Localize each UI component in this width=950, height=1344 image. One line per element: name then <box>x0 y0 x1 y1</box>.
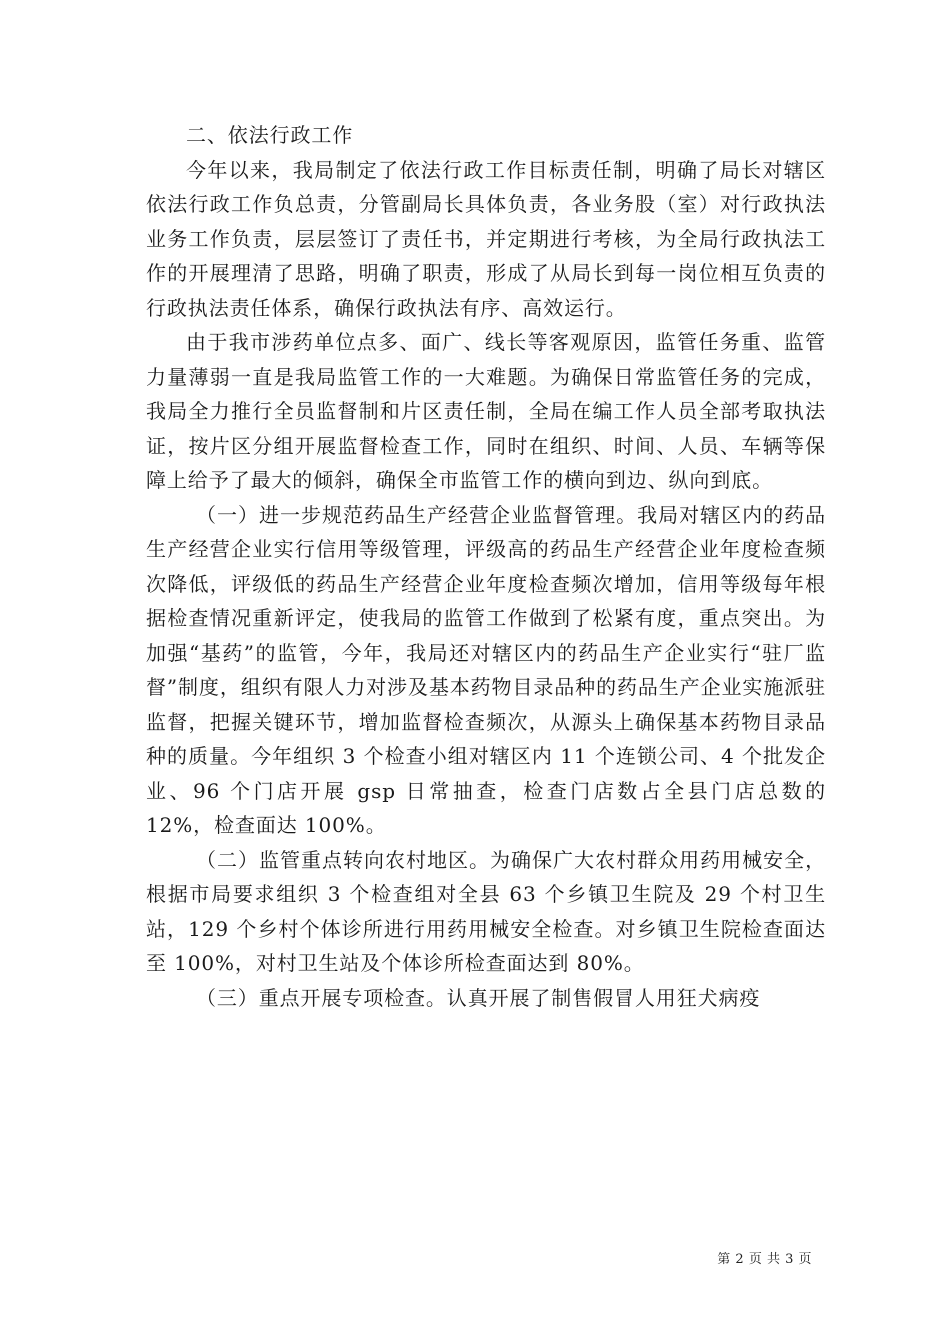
section-heading: 二、依法行政工作 <box>186 123 354 147</box>
paragraph-responsibility: 今年以来，我局制定了依法行政工作目标责任制，明确了局长对辖区依法行政工作负总责，分管副局长具体负责，各业务股（室）对行政执法业务工作负责，层层签订了责任书，并定期进行考核，为全局行政执法工作的开展理清了思路，明确了职责，形成了从局长到每一岗位相互负责的行政执法责任体系，确保行政执法有序、高效运行。 <box>146 157 826 320</box>
paragraph-item-3: （三）重点开展专项检查。认真开展了制售假冒人用狂犬病疫 <box>196 985 761 1010</box>
paragraph-item-2: （二）监管重点转向农村地区。为确保广大农村群众用药用械安全，根据市局要求组织 3 个检查组对全县 63 个乡镇卫生院及 29 个村卫生站，129 个乡村个体诊所进行用药用械安全检查。对乡镇卫生院检查面达至 100%，对村卫生站及个体诊所检查面达到 80%。 <box>146 847 826 975</box>
paragraph-item-1: （一）进一步规范药品生产经营企业监督管理。我局对辖区内的药品生产经营企业实行信用等级管理，评级高的药品生产经营企业年度检查频次降低，评级低的药品生产经营企业年度检查频次增加，信用等级每年根据检查情况重新评定，使我局的监管工作做到了松紧有度，重点突出。为加强“基药”的监管，今年，我局还对辖区内的药品生产企业实行“驻厂监督”制度，组织有限人力对涉及基本药物目录品种的药品生产企业实施派驻监督，把握关键环节，增加监督检查频次，从源头上确保基本药物目录品种的质量。今年组织 3 个检查小组对辖区内 11 个连锁公司、4 个批发企业、96 个门店开展 gsp 日常抽查，检查门店数占全县门店总数的 12%，检查面达 100%。 <box>146 502 826 837</box>
paragraph-supervision-system: 由于我市涉药单位点多、面广、线长等客观原因，监管任务重、监管力量薄弱一直是我局监管工作的一大难题。为确保日常监管任务的完成，我局全力推行全员监督制和片区责任制，全局在编工作人员全部考取执法证，按片区分组开展监督检查工作，同时在组织、时间、人员、车辆等保障上给予了最大的倾斜，确保全市监管工作的横向到边、纵向到底。 <box>146 330 826 492</box>
page-number: 第 2 页 共 3 页 <box>717 1252 812 1267</box>
document-body <box>146 118 826 1015</box>
